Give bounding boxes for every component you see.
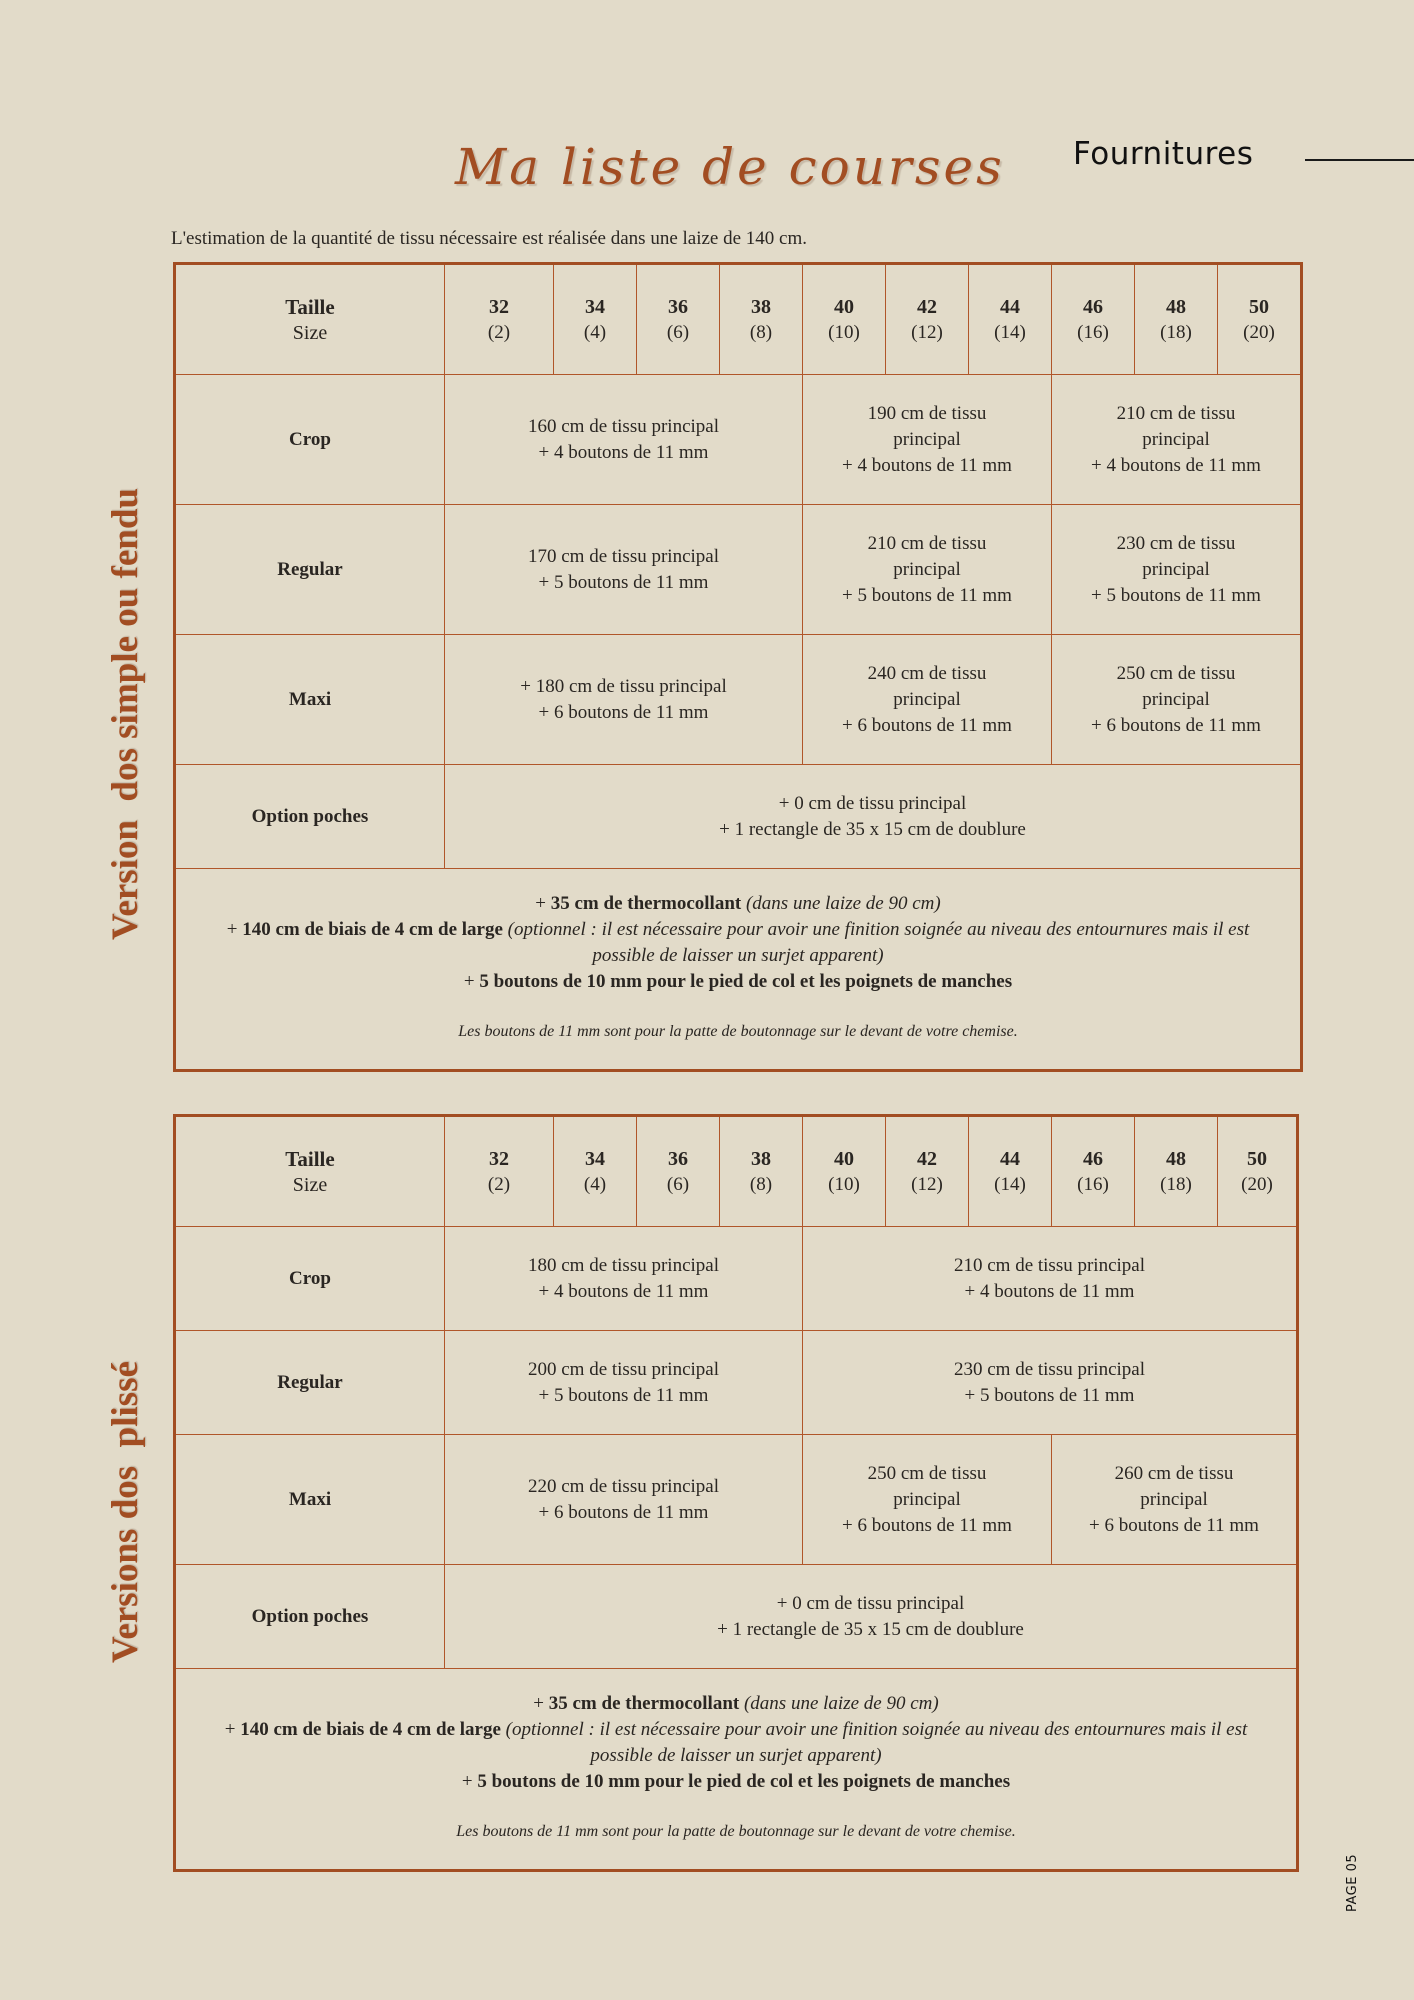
vertical-label-table2: Versions dos plissé: [105, 1361, 146, 1663]
section-divider: [1305, 159, 1414, 161]
size-col-50: 50 (20): [1218, 264, 1302, 375]
size-col-42: 42 (12): [886, 264, 969, 375]
table-row-crop: [175, 1227, 1298, 1331]
pockets-cell: + 0 cm de tissu principal + 1 rectangle de 35 x 15 cm de doublure: [445, 1565, 1298, 1669]
row-label: Maxi: [175, 635, 445, 765]
size-col-44: 44 (14): [969, 264, 1052, 375]
size-col-38: 38 (8): [720, 1116, 803, 1227]
size-col-32: 32 (2): [445, 1116, 554, 1227]
size-col-44: 44 (14): [969, 1116, 1052, 1227]
intro-text: L'estimation de la quantité de tissu nécessaire est réalisée dans une laize de 140 cm.: [171, 228, 807, 249]
row-label: Option poches: [175, 765, 445, 869]
fabric-cell: 220 cm de tissu principal + 6 boutons de 11 mm: [445, 1435, 803, 1565]
extras-cell: [175, 1669, 1298, 1871]
buttons-note: Les boutons de 11 mm sont pour la patte de boutonnage sur le devant de votre chemise.: [458, 1023, 1018, 1040]
fabric-cell: 230 cm de tissu principal + 5 boutons de 11 mm: [803, 1331, 1298, 1435]
table-row-crop: [175, 375, 1302, 505]
buttons-note: Les boutons de 11 mm sont pour la patte de boutonnage sur le devant de votre chemise.: [456, 1823, 1016, 1840]
extra-buttons: + 5 boutons de 10 mm pour le pied de col et les poignets de manches: [461, 1771, 1011, 1792]
size-col-36: 36 (6): [637, 1116, 720, 1227]
fabric-cell: + 180 cm de tissu principal + 6 boutons de 11 mm: [445, 635, 803, 765]
table-row-regular: [175, 1331, 1298, 1435]
extra-bias-tape: + 140 cm de biais de 4 cm de large (optionnel : il est nécessaire pour avoir une finition soignée au niveau des entournures mais il est possible de laisser un surjet apparent): [224, 1719, 1248, 1766]
fabric-cell: 200 cm de tissu principal + 5 boutons de 11 mm: [445, 1331, 803, 1435]
size-col-38: 38 (8): [720, 264, 803, 375]
fabric-cell: 210 cm de tissu principal + 5 boutons de 11 mm: [803, 505, 1052, 635]
size-col-50: 50 (20): [1218, 1116, 1298, 1227]
fabric-cell: 250 cm de tissu principal + 6 boutons de 11 mm: [803, 1435, 1052, 1565]
fabric-cell: 250 cm de tissu principal + 6 boutons de 11 mm: [1052, 635, 1302, 765]
table-row-pockets: [175, 765, 1302, 869]
table-row-extras: [175, 1669, 1298, 1871]
size-col-46: 46 (16): [1052, 1116, 1135, 1227]
section-label: Fournitures: [1073, 136, 1254, 172]
size-col-48: 48 (18): [1135, 1116, 1218, 1227]
size-header-label: Taille Size: [175, 264, 445, 375]
supplies-table-plisse: [173, 1114, 1299, 1872]
page-number: PAGE 05: [1345, 1853, 1360, 1912]
size-header-row: [175, 264, 1302, 375]
fabric-cell: 180 cm de tissu principal + 4 boutons de 11 mm: [445, 1227, 803, 1331]
row-label: Option poches: [175, 1565, 445, 1669]
extra-interfacing: + 35 cm de thermocollant (dans une laize de 90 cm): [535, 893, 941, 914]
table-row-regular: [175, 505, 1302, 635]
pockets-cell: + 0 cm de tissu principal + 1 rectangle de 35 x 15 cm de doublure: [445, 765, 1302, 869]
fabric-cell: 170 cm de tissu principal + 5 boutons de 11 mm: [445, 505, 803, 635]
fabric-cell: 230 cm de tissu principal + 5 boutons de 11 mm: [1052, 505, 1302, 635]
row-label: Crop: [175, 1227, 445, 1331]
supplies-table-simple-fendu: [173, 262, 1303, 1072]
size-col-42: 42 (12): [886, 1116, 969, 1227]
table-row-extras: [175, 869, 1302, 1071]
size-col-48: 48 (18): [1135, 264, 1218, 375]
row-label: Regular: [175, 505, 445, 635]
vertical-label-table1: Version dos simple ou fendu: [105, 488, 146, 940]
extra-buttons: + 5 boutons de 10 mm pour le pied de col et les poignets de manches: [463, 971, 1013, 992]
row-label: Maxi: [175, 1435, 445, 1565]
size-header-row: [175, 1116, 1298, 1227]
size-col-46: 46 (16): [1052, 264, 1135, 375]
size-col-32: 32 (2): [445, 264, 554, 375]
size-header-label: Taille Size: [175, 1116, 445, 1227]
row-label: Crop: [175, 375, 445, 505]
extras-cell: [175, 869, 1302, 1071]
size-col-40: 40 (10): [803, 264, 886, 375]
fabric-cell: 210 cm de tissu principal + 4 boutons de 11 mm: [803, 1227, 1298, 1331]
extra-bias-tape: + 140 cm de biais de 4 cm de large (optionnel : il est nécessaire pour avoir une finition soignée au niveau des entournures mais il est possible de laisser un surjet apparent): [226, 919, 1250, 966]
size-col-34: 34 (4): [554, 1116, 637, 1227]
fabric-cell: 160 cm de tissu principal + 4 boutons de 11 mm: [445, 375, 803, 505]
size-col-36: 36 (6): [637, 264, 720, 375]
table-row-maxi: [175, 635, 1302, 765]
extra-interfacing: + 35 cm de thermocollant (dans une laize de 90 cm): [533, 1693, 939, 1714]
table-row-pockets: [175, 1565, 1298, 1669]
fabric-cell: 260 cm de tissu principal + 6 boutons de 11 mm: [1052, 1435, 1298, 1565]
page-title: Ma liste de courses: [455, 138, 1005, 196]
size-col-40: 40 (10): [803, 1116, 886, 1227]
fabric-cell: 190 cm de tissu principal + 4 boutons de 11 mm: [803, 375, 1052, 505]
size-col-34: 34 (4): [554, 264, 637, 375]
fabric-cell: 240 cm de tissu principal + 6 boutons de 11 mm: [803, 635, 1052, 765]
fabric-cell: 210 cm de tissu principal + 4 boutons de 11 mm: [1052, 375, 1302, 505]
table-row-maxi: [175, 1435, 1298, 1565]
row-label: Regular: [175, 1331, 445, 1435]
